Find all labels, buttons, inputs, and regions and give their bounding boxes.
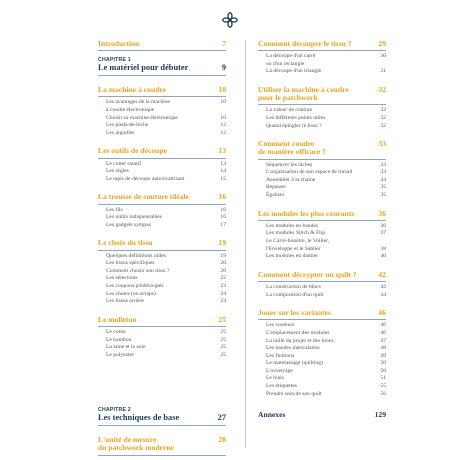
item-title: Le matelassage (quilting) bbox=[266, 360, 323, 367]
page-number: 10 bbox=[218, 85, 226, 95]
toc-item[interactable] bbox=[98, 168, 226, 176]
toc-item[interactable] bbox=[98, 275, 226, 283]
page-number: 46 bbox=[380, 329, 386, 336]
item-title: Les étiquettes bbox=[266, 383, 297, 390]
section-rule bbox=[258, 159, 386, 160]
section-entry[interactable] bbox=[98, 40, 226, 48]
page-number: 27 bbox=[217, 413, 226, 423]
page-number: 35 bbox=[380, 184, 386, 191]
toc-item[interactable] bbox=[98, 222, 226, 230]
page-number: 25 bbox=[220, 344, 226, 351]
section-title: Utiliser la machine à coudre pour le patchwork bbox=[258, 84, 349, 103]
page-number: 25 bbox=[218, 314, 226, 324]
toc-item[interactable] bbox=[98, 99, 226, 114]
section-entry[interactable] bbox=[98, 147, 226, 155]
item-title: Repasser bbox=[266, 184, 287, 191]
page-number: 32 bbox=[380, 122, 386, 129]
section-rule bbox=[98, 75, 226, 76]
item-title: Assembler à la chaîne bbox=[266, 176, 316, 183]
toc-item[interactable] bbox=[98, 268, 226, 276]
item-title: Égaliser bbox=[266, 191, 285, 198]
toc-item[interactable] bbox=[258, 53, 386, 68]
annexes-title: Annexes bbox=[258, 410, 286, 420]
toc-item[interactable] bbox=[258, 162, 386, 170]
item-title: Le tapis de découpe autocicatrisant bbox=[106, 175, 185, 182]
section-title: La trousse de couture idéale bbox=[98, 192, 189, 202]
page-number: 19 bbox=[218, 238, 226, 248]
page-number: 42 bbox=[378, 269, 386, 279]
item-title: Prendre soin de son quilt bbox=[266, 390, 322, 397]
page-number: 129 bbox=[374, 410, 386, 420]
page-number: 40 bbox=[380, 253, 386, 260]
page-number: 12 bbox=[220, 122, 226, 129]
toc-item[interactable] bbox=[258, 123, 386, 131]
item-title: Les tissus arrière bbox=[106, 298, 144, 305]
toc-item[interactable] bbox=[258, 322, 386, 330]
page-number: 56 bbox=[380, 390, 386, 397]
chapter-title-entry[interactable] bbox=[98, 413, 226, 423]
toc-item[interactable] bbox=[258, 169, 386, 177]
toc-left-column bbox=[98, 40, 226, 458]
toc-item[interactable] bbox=[258, 338, 386, 346]
section-entry[interactable] bbox=[98, 193, 226, 201]
item-title: l'Enveloppe et le Sablier bbox=[266, 245, 321, 252]
page-number: 31 bbox=[380, 68, 386, 75]
chapter-label: CHAPITRE 1 bbox=[98, 57, 131, 64]
item-title: La composition d'un quilt bbox=[266, 291, 324, 298]
item-title: Le coton bbox=[106, 328, 126, 335]
section-rule bbox=[98, 158, 226, 159]
toc-item[interactable] bbox=[258, 284, 386, 292]
section-title: Les outils de découpe bbox=[98, 146, 167, 156]
toc-item[interactable] bbox=[258, 253, 386, 261]
item-title: Les finitions bbox=[266, 352, 295, 359]
toc-item[interactable] bbox=[98, 352, 226, 360]
section-rule bbox=[98, 96, 226, 97]
item-title: Les outils indispensables bbox=[106, 214, 162, 221]
item-title: Le bambou bbox=[106, 336, 132, 343]
toc-item[interactable] bbox=[258, 107, 386, 115]
annexes-entry[interactable] bbox=[258, 410, 386, 419]
chapter-label: CHAPITRE 2 bbox=[98, 407, 131, 414]
item-title: L'ouverrage bbox=[266, 367, 293, 374]
section-entry[interactable] bbox=[258, 210, 386, 218]
toc-item[interactable] bbox=[98, 130, 226, 138]
item-title: Les règles bbox=[106, 168, 129, 175]
item-title: Le polyester bbox=[106, 351, 134, 358]
page-number: 10 bbox=[220, 114, 226, 121]
section-rule bbox=[98, 250, 226, 251]
item-title: Les aiguilles bbox=[106, 129, 135, 136]
page-number: 36 bbox=[380, 222, 386, 229]
toc-item[interactable] bbox=[258, 230, 386, 238]
item-title: Les modules Stitch & Flip bbox=[266, 230, 326, 237]
section-rule bbox=[98, 326, 226, 327]
section-entry[interactable] bbox=[98, 86, 226, 94]
page-number: 50 bbox=[380, 367, 386, 374]
page-number: 32 bbox=[380, 107, 386, 114]
page-number: 32 bbox=[380, 114, 386, 121]
page-number: 33 bbox=[380, 161, 386, 168]
item-title: La découpe d'un carré ou d'un rectangle bbox=[266, 53, 316, 67]
item-title: La taille du projet et des blocs bbox=[266, 337, 334, 344]
section-entry[interactable] bbox=[258, 140, 386, 156]
page-number: 36 bbox=[378, 208, 386, 218]
section-entry[interactable] bbox=[258, 271, 386, 279]
toc-item[interactable] bbox=[258, 192, 386, 200]
section-title: Comment découper le tissu ? bbox=[258, 39, 352, 48]
item-title: Les sélections bbox=[106, 275, 138, 282]
toc-right-column bbox=[258, 40, 386, 419]
item-title: Quelques définitions utiles bbox=[106, 252, 166, 259]
item-title: La construction de blocs bbox=[266, 283, 321, 290]
page-number: 51 bbox=[380, 375, 386, 382]
item-title: Les tissus spécifiques bbox=[106, 260, 155, 267]
toc-item[interactable] bbox=[258, 368, 386, 376]
page-number: 42 bbox=[380, 283, 386, 290]
page-number: 17 bbox=[220, 221, 226, 228]
item-title: Les bandes intercalaires bbox=[266, 345, 320, 352]
item-title: La valeur de couture bbox=[266, 107, 313, 114]
item-title: Les pieds-de-biche bbox=[106, 122, 149, 129]
section-rule bbox=[98, 50, 226, 51]
page-number: 13 bbox=[218, 146, 226, 156]
section-entry[interactable] bbox=[98, 239, 226, 247]
section-rule bbox=[98, 455, 226, 456]
item-title: Les différents points utiles bbox=[266, 114, 326, 121]
toc-item[interactable] bbox=[98, 161, 226, 169]
section-title: Les modules les plus courants bbox=[258, 208, 355, 218]
section-rule bbox=[258, 220, 386, 221]
page-number: 46 bbox=[378, 308, 386, 318]
page-number: 35 bbox=[380, 191, 386, 198]
page-number: 22 bbox=[220, 275, 226, 282]
page-number: 38 bbox=[380, 245, 386, 252]
section-entry[interactable] bbox=[258, 40, 386, 48]
item-title: Les coupons prédécoupés bbox=[106, 282, 164, 289]
page-number: 16 bbox=[220, 206, 226, 213]
page-number: 33 bbox=[380, 169, 386, 176]
item-title: Les couleurs bbox=[266, 322, 295, 329]
page-number: 7 bbox=[222, 39, 226, 48]
page-number: 29 bbox=[378, 39, 386, 48]
toc-item[interactable] bbox=[98, 122, 226, 130]
page-number: 46 bbox=[380, 322, 386, 329]
item-title: Les avantages de la machine à coudre électronique bbox=[106, 99, 170, 113]
page-number: 10 bbox=[220, 99, 226, 106]
page-number: 25 bbox=[220, 328, 226, 335]
section-title: Le choix du tissu bbox=[98, 238, 153, 248]
toc-item[interactable] bbox=[98, 283, 226, 291]
section-rule bbox=[98, 204, 226, 205]
page-number: 48 bbox=[380, 345, 386, 352]
section-rule bbox=[258, 50, 386, 51]
item-title: Les fils bbox=[106, 206, 123, 213]
page-number: 13 bbox=[220, 160, 226, 167]
toc-item[interactable] bbox=[258, 345, 386, 353]
toc-item[interactable] bbox=[258, 115, 386, 123]
page-number: 34 bbox=[380, 176, 386, 183]
page-number: 23 bbox=[220, 282, 226, 289]
page-number: 50 bbox=[380, 360, 386, 367]
page-number: 28 bbox=[218, 435, 226, 445]
section-rule bbox=[258, 104, 386, 105]
item-title: Le biais bbox=[266, 375, 284, 382]
toc-item[interactable] bbox=[98, 329, 226, 337]
page-number: 24 bbox=[220, 290, 226, 297]
toc-item[interactable] bbox=[98, 260, 226, 268]
item-title: Les modules en damier bbox=[266, 253, 319, 260]
toc-item[interactable] bbox=[98, 291, 226, 299]
item-title: Les gadgets sympas bbox=[106, 221, 151, 228]
section-title: Le molleton bbox=[98, 314, 137, 324]
page-number: 15 bbox=[220, 175, 226, 182]
section-title: Introduction bbox=[98, 39, 140, 48]
page-number: 32 bbox=[378, 84, 386, 94]
page-number: 20 bbox=[220, 267, 226, 274]
item-title: Séquencer les tâches bbox=[266, 161, 313, 168]
toc-item[interactable] bbox=[98, 337, 226, 345]
section-title: L'unité de mesure du patchwork moderne bbox=[98, 435, 174, 453]
toc-item[interactable] bbox=[98, 115, 226, 123]
toc-item[interactable] bbox=[258, 292, 386, 300]
toc-item[interactable] bbox=[98, 176, 226, 184]
toc-item[interactable] bbox=[258, 177, 386, 185]
item-title: Le cutter rotatif bbox=[106, 160, 142, 167]
item-title: L'emplacement des modules bbox=[266, 329, 330, 336]
chapter-title: Les techniques de base bbox=[98, 413, 180, 423]
toc-item[interactable] bbox=[258, 246, 386, 254]
item-title: La découpe d'un triangle bbox=[266, 68, 322, 75]
toc-item[interactable] bbox=[258, 383, 386, 391]
toc-item[interactable] bbox=[98, 207, 226, 215]
section-rule bbox=[258, 319, 386, 320]
page-number: 25 bbox=[220, 336, 226, 343]
toc-item[interactable] bbox=[258, 375, 386, 383]
page-number: 14 bbox=[220, 168, 226, 175]
item-title: Le Carré-bissêtre, le Voilier, bbox=[266, 237, 330, 244]
section-title: Comment décrypter un quilt ? bbox=[258, 269, 357, 279]
toc-item[interactable] bbox=[258, 330, 386, 338]
section-entry[interactable] bbox=[98, 436, 226, 452]
section-rule bbox=[98, 425, 226, 426]
toc-item[interactable] bbox=[258, 184, 386, 192]
page-number: 44 bbox=[380, 291, 386, 298]
item-title: Les modules en bandes bbox=[266, 222, 319, 229]
toc-item[interactable] bbox=[258, 360, 386, 368]
page-number: 30 bbox=[380, 53, 386, 60]
page-number: 24 bbox=[220, 298, 226, 305]
item-title: Choisir sa machine électronique bbox=[106, 114, 178, 121]
toc-item[interactable] bbox=[258, 238, 386, 246]
page-number: 47 bbox=[380, 337, 386, 344]
page-number: 37 bbox=[380, 230, 386, 237]
page-number: 12 bbox=[220, 129, 226, 136]
item-title: Quand épingler le tissu ? bbox=[266, 122, 322, 129]
section-title: Comment coudre de manière efficace ? bbox=[258, 139, 326, 157]
item-title: L'organisation de son espace de travail bbox=[266, 169, 353, 176]
column-divider bbox=[245, 40, 246, 448]
chapter-title-entry[interactable] bbox=[98, 63, 226, 73]
toc-item[interactable] bbox=[98, 344, 226, 352]
section-title: La machine à coudre bbox=[98, 85, 166, 95]
section-entry[interactable] bbox=[98, 316, 226, 324]
item-title: Comment choisir son tissu ? bbox=[106, 267, 170, 274]
item-title: Les chutes (ou scraps) bbox=[106, 290, 156, 297]
section-title: Jouer sur les variantes bbox=[258, 308, 331, 318]
toc-item[interactable] bbox=[258, 223, 386, 231]
toc-item[interactable] bbox=[258, 391, 386, 399]
page-number: 16 bbox=[218, 192, 226, 202]
flower-ornament-icon bbox=[222, 12, 238, 28]
page-number: 16 bbox=[220, 214, 226, 221]
section-entry[interactable] bbox=[258, 86, 386, 102]
page-number: 55 bbox=[380, 383, 386, 390]
toc-item[interactable] bbox=[98, 214, 226, 222]
section-entry[interactable] bbox=[258, 309, 386, 317]
page-number: 20 bbox=[220, 260, 226, 267]
toc-spacer bbox=[98, 359, 226, 401]
page-number: 33 bbox=[378, 139, 386, 149]
chapter-title: Le matériel pour débuter bbox=[98, 63, 189, 73]
item-title: La laine et la soie bbox=[106, 344, 146, 351]
page-number: 25 bbox=[220, 351, 226, 358]
section-rule bbox=[258, 281, 386, 282]
toc-item[interactable] bbox=[98, 253, 226, 261]
page-number: 9 bbox=[221, 63, 226, 73]
page-number: 19 bbox=[220, 252, 226, 259]
toc-item[interactable] bbox=[98, 298, 226, 306]
toc-item[interactable] bbox=[258, 68, 386, 76]
page-number: 49 bbox=[380, 352, 386, 359]
